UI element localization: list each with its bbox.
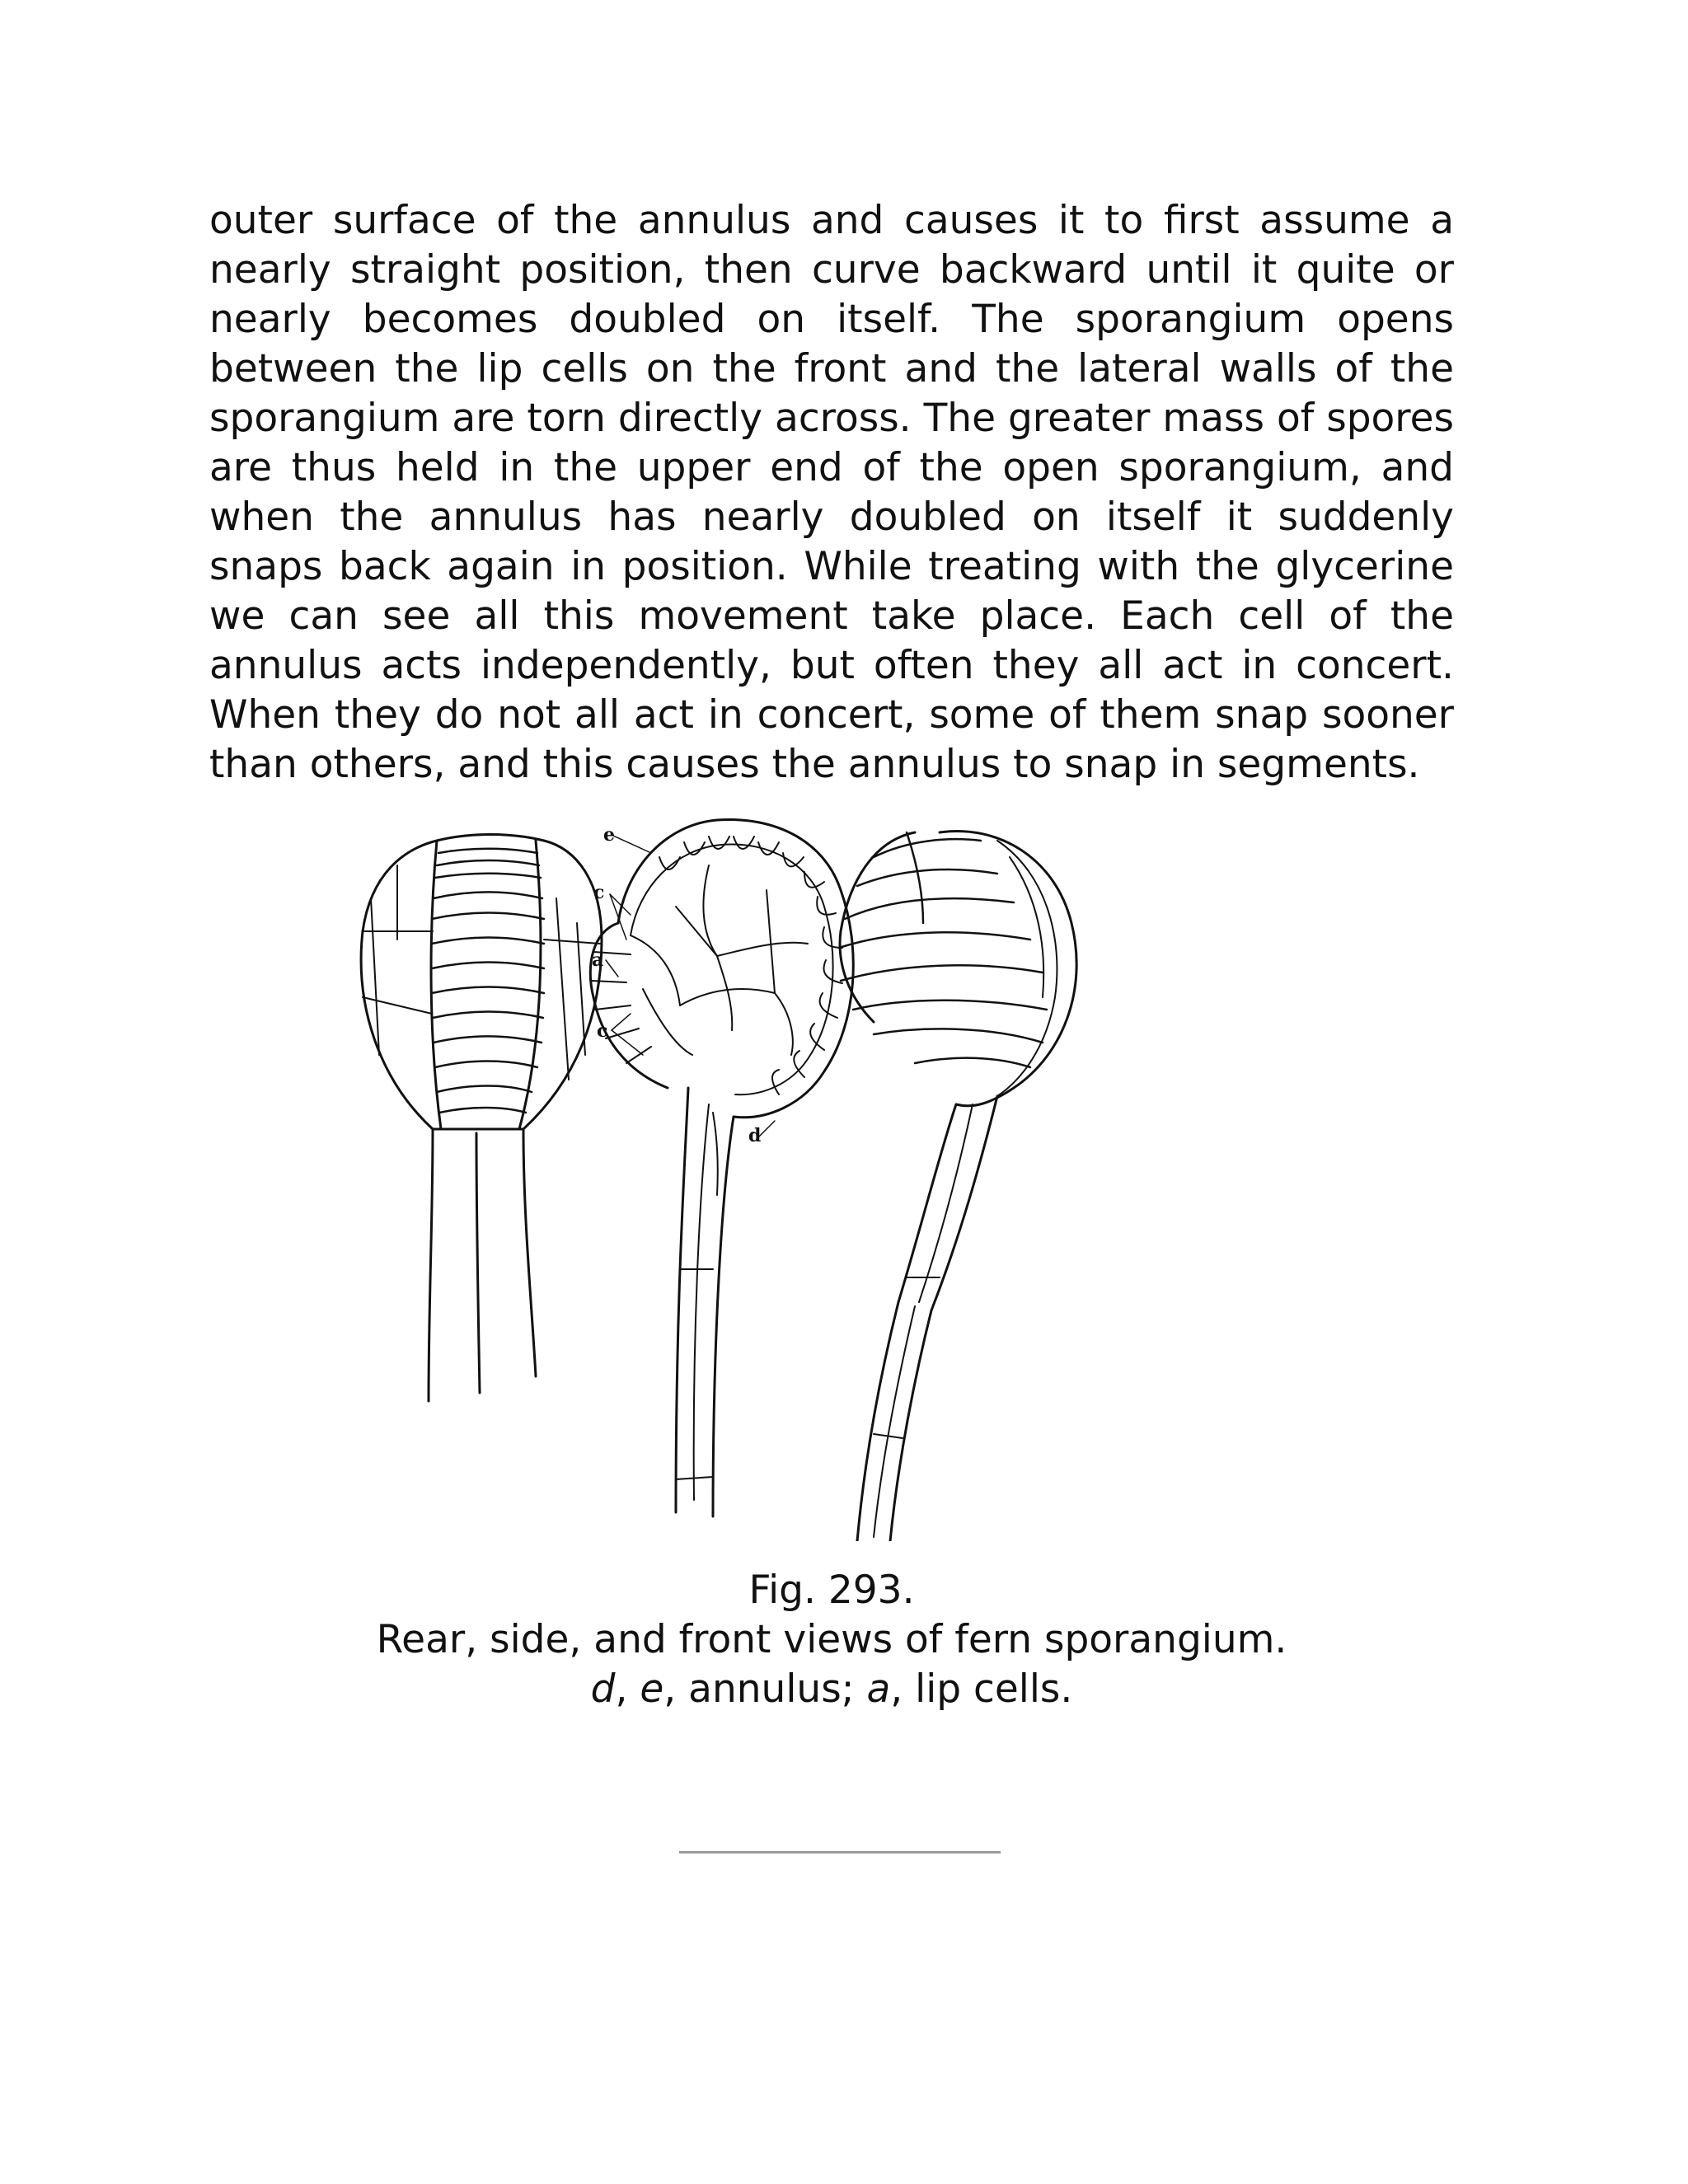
caption-mid: , annulus;: [663, 1666, 867, 1712]
rear-view-drawing: [361, 835, 605, 1402]
figure-fern-sporangium: [346, 808, 1261, 1541]
side-view-drawing: [590, 819, 853, 1516]
label-d: d: [748, 1125, 762, 1146]
figure-caption: [209, 1566, 1454, 1714]
body-paragraph: outer surface of the annulus and causes it to first assume a nearly straight position, then curve backward until it quite or nearly becomes doubled on itself. The sporangium opens between the lip cells on the front and the lateral walls of the sporangium are torn directly across. The greater mass of spores are thus held in the upper end of the open sporangium, and when the annulus has nearly doubled on itself it suddenly snaps back again in position. While treating with the glycerine we can see all this movement take place. Each cell of the annulus acts independently, but often they all act in concert. When they do not all act in concert, some of them snap sooner than others, and this causes the annulus to snap in segments.: [209, 198, 1454, 787]
caption-line-2: [209, 1665, 1454, 1714]
front-view-drawing: [839, 831, 1076, 1541]
label-a: a: [592, 949, 604, 971]
label-c-lower: c: [597, 1020, 608, 1042]
label-c-upper: c: [593, 882, 605, 903]
figure-number: Fig. 293.: [748, 1568, 915, 1613]
sporangium-illustration: [346, 808, 1261, 1541]
caption-line-1: Rear, side, and front views of fern sporangium.: [376, 1617, 1287, 1662]
caption-italic-d: d: [590, 1666, 616, 1712]
caption-italic-e: e: [640, 1666, 664, 1712]
caption-sep-1: ,: [615, 1666, 640, 1712]
section-divider: [679, 1851, 1001, 1854]
caption-italic-a: a: [866, 1666, 891, 1712]
caption-end: , lip cells.: [890, 1666, 1073, 1712]
label-e: e: [603, 824, 615, 846]
